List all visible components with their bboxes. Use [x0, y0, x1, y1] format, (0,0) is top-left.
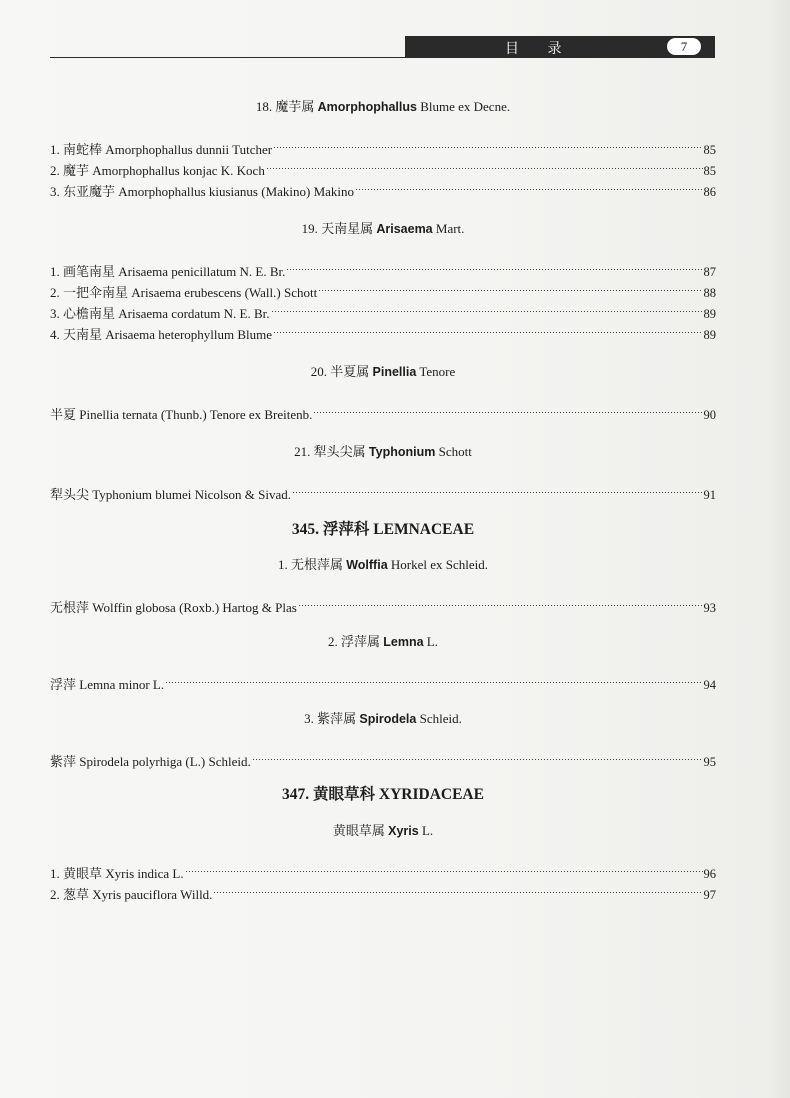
- toc-entry-page: 95: [703, 755, 716, 769]
- genus-authority: Schott: [435, 444, 472, 459]
- toc-entry-page: 89: [703, 328, 716, 342]
- genus-number-chinese: 21. 犁头尖属: [294, 444, 369, 459]
- running-header: [405, 36, 715, 57]
- toc-entry-page: 88: [703, 286, 716, 300]
- family-heading: 345. 浮萍科 LEMNACEAE: [291, 521, 475, 538]
- genus-latin-name: Xyris: [388, 824, 419, 838]
- dot-leader: [286, 255, 702, 276]
- toc-entry-page: 93: [703, 601, 716, 615]
- toc-entry[interactable]: [50, 745, 716, 769]
- dot-leader: [165, 668, 702, 689]
- dot-leader: [313, 398, 702, 419]
- genus-latin-name: Lemna: [383, 635, 424, 649]
- toc-entry[interactable]: [50, 668, 716, 692]
- genus-heading: [50, 220, 716, 238]
- genus-authority: L.: [423, 634, 438, 649]
- toc-entry[interactable]: [50, 478, 716, 502]
- genus-authority: Tenore: [416, 364, 456, 379]
- toc-entry-page: 86: [703, 185, 716, 199]
- dot-leader: [266, 154, 703, 175]
- genus-authority: Mart.: [432, 221, 465, 236]
- dot-leader: [273, 318, 702, 339]
- toc-entry[interactable]: [50, 398, 716, 422]
- dot-leader: [292, 478, 702, 499]
- genus-latin-name: Wolffia: [346, 558, 388, 572]
- toc-entry-label: 半夏 Pinellia ternata (Thunb.) Tenore ex Breitenb.: [50, 407, 313, 422]
- genus-heading: [50, 633, 716, 651]
- toc-entry-label: 无根萍 Wolffin globosa (Roxb.) Hartog & Plas: [50, 600, 297, 615]
- header-rule: [50, 57, 715, 58]
- genus-number-chinese: 1. 无根萍属: [277, 557, 347, 572]
- genus-heading: [50, 98, 716, 116]
- dot-leader: [213, 878, 702, 899]
- toc-entry-label: 浮萍 Lemna minor L.: [50, 677, 165, 692]
- header-title: 目 录: [505, 41, 574, 57]
- genus-number-chinese: 2. 浮萍属: [327, 634, 384, 649]
- toc-entry[interactable]: [50, 591, 716, 615]
- genus-authority: Horkel ex Schleid.: [387, 557, 489, 572]
- genus-authority: L.: [418, 823, 434, 838]
- genus-heading: [50, 822, 716, 840]
- genus-authority: Schleid.: [416, 711, 462, 726]
- toc-entry-label: 2. 一把伞南星 Arisaema erubescens (Wall.) Schott: [50, 285, 318, 300]
- genus-heading: [50, 710, 716, 728]
- genus-number-chinese: 19. 天南星属: [301, 221, 377, 236]
- dot-leader: [298, 591, 703, 612]
- dot-leader: [252, 745, 703, 766]
- toc-entry-label: 1. 南蛇棒 Amorphophallus dunnii Tutcher: [50, 142, 273, 157]
- toc-entry-page: 85: [703, 143, 716, 157]
- family-heading: 347. 黄眼草科 XYRIDACEAE: [282, 786, 484, 803]
- genus-latin-name: Arisaema: [376, 222, 433, 236]
- genus-heading: [50, 443, 716, 461]
- toc-entry-label: 犁头尖 Typhonium blumei Nicolson & Sivad.: [50, 487, 292, 502]
- genus-latin-name: Typhonium: [368, 445, 436, 459]
- dot-leader: [185, 857, 703, 878]
- genus-latin-name: Pinellia: [372, 365, 417, 379]
- genus-authority: Blume ex Decne.: [416, 99, 511, 114]
- toc-entry-page: 94: [703, 678, 716, 692]
- toc-entry-label: 4. 天南星 Arisaema heterophyllum Blume: [50, 327, 273, 342]
- genus-latin-name: Spirodela: [359, 712, 417, 726]
- genus-number-chinese: 3. 紫萍属: [304, 711, 360, 726]
- toc-entry-page: 97: [703, 888, 716, 902]
- toc-entry[interactable]: [50, 133, 716, 157]
- table-of-contents: [50, 98, 716, 902]
- toc-entry[interactable]: [50, 857, 716, 881]
- dot-leader: [355, 175, 702, 196]
- toc-entry-label: 3. 心檐南星 Arisaema cordatum N. E. Br.: [50, 306, 270, 321]
- genus-latin-name: Amorphophallus: [317, 100, 417, 114]
- toc-entry-page: 96: [703, 867, 716, 881]
- dot-leader: [271, 297, 703, 318]
- toc-entry-label: 1. 画笔南星 Arisaema penicillatum N. E. Br.: [50, 264, 286, 279]
- genus-number-chinese: 18. 魔芋属: [255, 99, 318, 114]
- genus-heading: [50, 556, 716, 574]
- toc-entry[interactable]: [50, 255, 716, 279]
- dot-leader: [318, 276, 702, 297]
- toc-entry-page: 85: [703, 164, 716, 178]
- genus-number-chinese: 20. 半夏属: [310, 364, 373, 379]
- toc-entry-page: 87: [703, 265, 716, 279]
- toc-entry-label: 1. 黄眼草 Xyris indica L.: [50, 866, 184, 881]
- toc-entry-label: 2. 魔芋 Amorphophallus konjac K. Koch: [50, 163, 265, 178]
- genus-number-chinese: 黄眼草属: [332, 823, 389, 838]
- genus-heading: [50, 363, 716, 381]
- toc-entry-label: 紫萍 Spirodela polyrhiga (L.) Schleid.: [50, 754, 251, 769]
- toc-entry-page: 89: [703, 307, 716, 321]
- toc-entry-page: 91: [703, 488, 716, 502]
- dot-leader: [273, 133, 702, 154]
- toc-entry-label: 3. 东亚魔芋 Amorphophallus kiusianus (Makino) Makino: [50, 184, 355, 199]
- toc-entry-label: 2. 葱草 Xyris pauciflora Willd.: [50, 887, 213, 902]
- toc-entry-page: 90: [703, 408, 716, 422]
- page-number-badge: 7: [667, 38, 701, 55]
